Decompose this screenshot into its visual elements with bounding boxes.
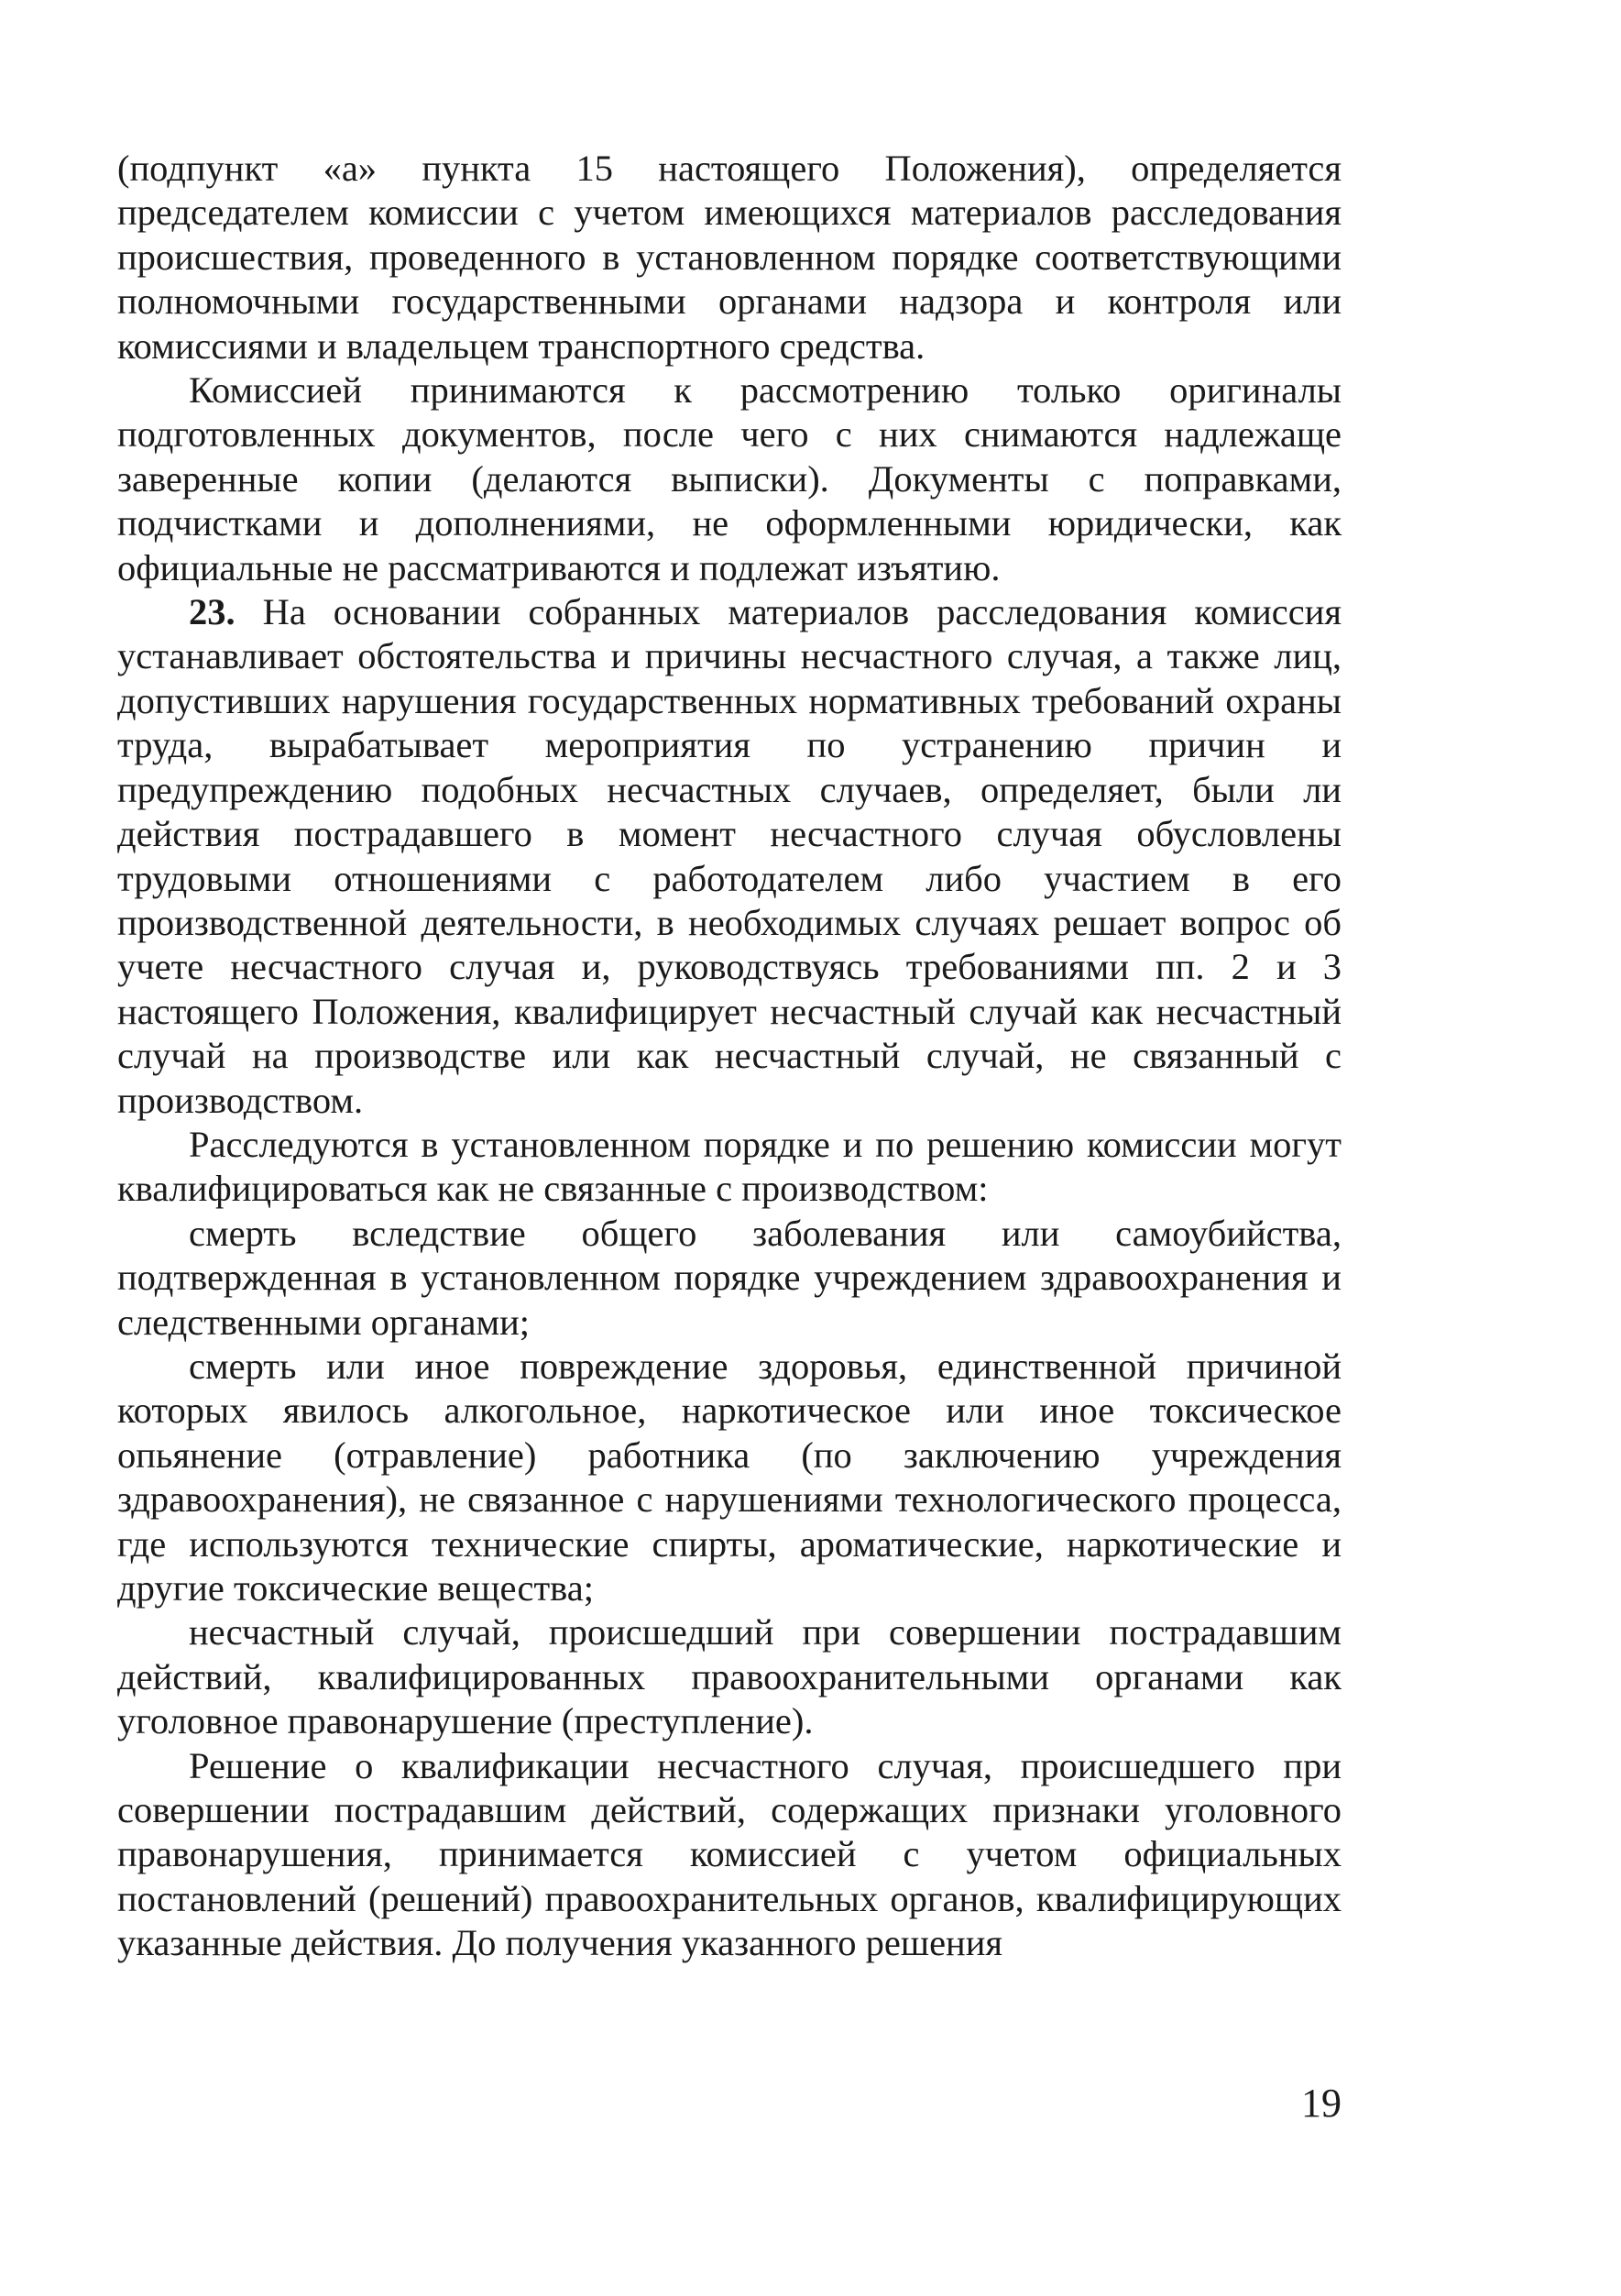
page-number: 19 [1301, 2081, 1342, 2126]
list-item-criminal-offense: несчастный случай, происшедший при совершении пострадавшим действий, квалифицированных правоохранительными органами как уголовное правонарушение (преступление). [117, 1611, 1342, 1742]
section-number: 23. [189, 591, 235, 633]
section-23-text: На основании собранных материалов расследования комиссия устанавливает обстоятельства и причины несчастного случая, а также лиц, допустивших нарушения государственных нормативных требований охраны труда, вырабатывает мероприятия по устранению причин и предупреждению подобных несчастных случаев, определяет, были ли действия пострадавшего в момент несчастного случая обусловлены трудовыми отношениями с работодателем либо участием в его производственной деятельности, в необходимых случаях решает вопрос об учете несчастного случая и, руководствуясь требованиями пп. 2 и 3 настоящего Положения, квалифицирует несчастный случай как несчастный случай на производстве или как несчастный случай, не связанный с производством. [117, 591, 1342, 1121]
paragraph-continuation: (подпункт «а» пункта 15 настоящего Положения), определяется председателем комиссии с учетом имеющихся материалов расследования происшествия, проведенного в установленном порядке соответствующими полномочными государственными органами надзора и контроля или комиссиями и владельцем транспортного средства. [117, 148, 1342, 367]
list-item-death-illness: смерть вследствие общего заболевания или самоубийства, подтвержденная в установленном порядке учреждением здравоохранения и следственными органами; [117, 1212, 1342, 1343]
paragraph-section-23 [117, 590, 1342, 1123]
paragraph-originals: Комиссией принимаются к рассмотрению только оригиналы подготовленных документов, после чего с них снимаются надлежаще заверенные копии (делаются выписки). Документы с поправками, подчистками и дополнениями, не оформленными юридически, как официальные не рассматриваются и подлежат изъятию. [117, 369, 1342, 588]
paragraph-qualification-decision: Решение о квалификации несчастного случая, происшедшего при совершении пострадавшим действий, содержащих признаки уголовного правонарушения, принимается комиссией с учетом официальных постановлений (решений) правоохранительных органов, квалифицирующих указанные действия. До получения указанного решения [117, 1744, 1342, 1964]
list-item-intoxication: смерть или иное повреждение здоровья, единственной причиной которых явилось алкогольное, наркотическое или иное токсическое опьянение (отравление) работника (по заключению учреждения здравоохранения), не связанное с нарушениями технологического процесса, где используются технические спирты, ароматические, наркотические и другие токсические вещества; [117, 1345, 1342, 1609]
body-text [117, 147, 1342, 1966]
paragraph-investigated: Расследуются в установленном порядке и по решению комиссии могут квалифицироваться как не связанные с производством: [117, 1123, 1342, 1210]
